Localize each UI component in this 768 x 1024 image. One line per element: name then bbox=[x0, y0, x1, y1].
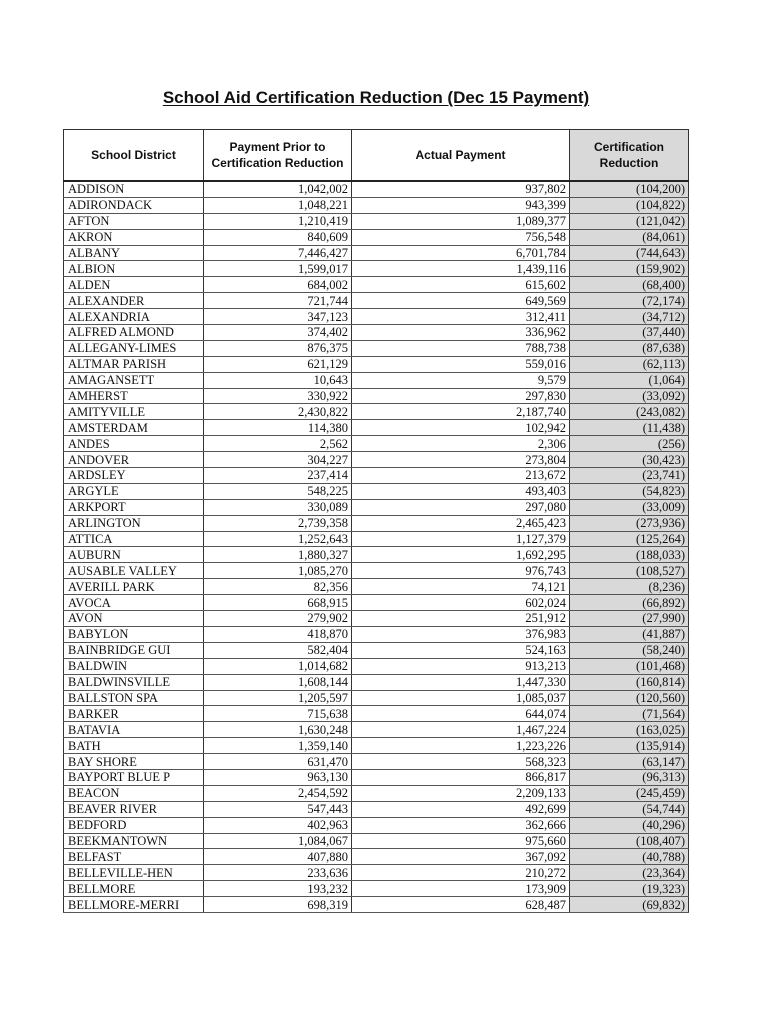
certification-reduction-cell: (120,560) bbox=[570, 690, 689, 706]
table-row bbox=[64, 817, 689, 833]
district-name-cell: ALFRED ALMOND bbox=[64, 325, 204, 341]
table-row bbox=[64, 483, 689, 499]
certification-reduction-cell: (71,564) bbox=[570, 706, 689, 722]
certification-reduction-cell: (23,741) bbox=[570, 468, 689, 484]
payment-prior-cell: 963,130 bbox=[204, 769, 352, 785]
certification-reduction-cell: (19,323) bbox=[570, 881, 689, 897]
actual-payment-cell: 297,080 bbox=[352, 499, 570, 515]
district-name-cell: BAINBRIDGE GUI bbox=[64, 642, 204, 658]
actual-payment-cell: 376,983 bbox=[352, 626, 570, 642]
district-name-cell: ANDOVER bbox=[64, 452, 204, 468]
actual-payment-cell: 251,912 bbox=[352, 611, 570, 627]
district-name-cell: ARKPORT bbox=[64, 499, 204, 515]
certification-reduction-cell: (40,788) bbox=[570, 849, 689, 865]
district-name-cell: ADIRONDACK bbox=[64, 197, 204, 213]
payment-prior-cell: 2,739,358 bbox=[204, 515, 352, 531]
certification-reduction-cell: (159,902) bbox=[570, 261, 689, 277]
certification-reduction-cell: (160,814) bbox=[570, 674, 689, 690]
payment-prior-cell: 304,227 bbox=[204, 452, 352, 468]
table-row bbox=[64, 897, 689, 913]
actual-payment-cell: 492,699 bbox=[352, 801, 570, 817]
actual-payment-cell: 524,163 bbox=[352, 642, 570, 658]
actual-payment-cell: 362,666 bbox=[352, 817, 570, 833]
certification-reduction-cell: (96,313) bbox=[570, 769, 689, 785]
table-row bbox=[64, 611, 689, 627]
certification-reduction-cell: (1,064) bbox=[570, 372, 689, 388]
district-name-cell: AKRON bbox=[64, 229, 204, 245]
certification-reduction-cell: (41,887) bbox=[570, 626, 689, 642]
header-certification-reduction: Certification Reduction bbox=[570, 130, 689, 182]
table-row bbox=[64, 531, 689, 547]
table-row bbox=[64, 658, 689, 674]
certification-reduction-cell: (245,459) bbox=[570, 785, 689, 801]
district-name-cell: ARDSLEY bbox=[64, 468, 204, 484]
actual-payment-cell: 213,672 bbox=[352, 468, 570, 484]
payment-prior-cell: 1,084,067 bbox=[204, 833, 352, 849]
payment-prior-cell: 547,443 bbox=[204, 801, 352, 817]
actual-payment-cell: 1,692,295 bbox=[352, 547, 570, 563]
payment-prior-cell: 668,915 bbox=[204, 595, 352, 611]
payment-prior-cell: 1,880,327 bbox=[204, 547, 352, 563]
district-name-cell: BALDWIN bbox=[64, 658, 204, 674]
table-row bbox=[64, 769, 689, 785]
actual-payment-cell: 210,272 bbox=[352, 865, 570, 881]
certification-reduction-cell: (135,914) bbox=[570, 738, 689, 754]
actual-payment-cell: 1,085,037 bbox=[352, 690, 570, 706]
actual-payment-cell: 943,399 bbox=[352, 197, 570, 213]
payment-prior-cell: 1,048,221 bbox=[204, 197, 352, 213]
district-name-cell: ANDES bbox=[64, 436, 204, 452]
header-school-district: School District bbox=[64, 130, 204, 182]
actual-payment-cell: 649,569 bbox=[352, 293, 570, 309]
certification-reduction-cell: (40,296) bbox=[570, 817, 689, 833]
table-row bbox=[64, 420, 689, 436]
payment-prior-cell: 237,414 bbox=[204, 468, 352, 484]
table-row bbox=[64, 388, 689, 404]
actual-payment-cell: 602,024 bbox=[352, 595, 570, 611]
district-name-cell: ALTMAR PARISH bbox=[64, 356, 204, 372]
certification-reduction-cell: (72,174) bbox=[570, 293, 689, 309]
certification-reduction-cell: (33,009) bbox=[570, 499, 689, 515]
actual-payment-cell: 568,323 bbox=[352, 754, 570, 770]
district-name-cell: ATTICA bbox=[64, 531, 204, 547]
table-row bbox=[64, 881, 689, 897]
table-row bbox=[64, 261, 689, 277]
table-row bbox=[64, 849, 689, 865]
actual-payment-cell: 297,830 bbox=[352, 388, 570, 404]
district-name-cell: BATH bbox=[64, 738, 204, 754]
table-row bbox=[64, 595, 689, 611]
certification-reduction-cell: (108,407) bbox=[570, 833, 689, 849]
certification-reduction-cell: (30,423) bbox=[570, 452, 689, 468]
certification-reduction-cell: (101,468) bbox=[570, 658, 689, 674]
table-row bbox=[64, 642, 689, 658]
table-row bbox=[64, 706, 689, 722]
actual-payment-cell: 173,909 bbox=[352, 881, 570, 897]
district-name-cell: BEACON bbox=[64, 785, 204, 801]
district-name-cell: BAY SHORE bbox=[64, 754, 204, 770]
header-actual-payment: Actual Payment bbox=[352, 130, 570, 182]
certification-reduction-cell: (66,892) bbox=[570, 595, 689, 611]
actual-payment-cell: 2,187,740 bbox=[352, 404, 570, 420]
payment-prior-cell: 1,014,682 bbox=[204, 658, 352, 674]
payment-prior-cell: 1,205,597 bbox=[204, 690, 352, 706]
actual-payment-cell: 644,074 bbox=[352, 706, 570, 722]
table-row bbox=[64, 293, 689, 309]
payment-prior-cell: 2,454,592 bbox=[204, 785, 352, 801]
district-name-cell: BELLEVILLE-HEN bbox=[64, 865, 204, 881]
actual-payment-cell: 2,465,423 bbox=[352, 515, 570, 531]
certification-reduction-cell: (87,638) bbox=[570, 340, 689, 356]
payment-prior-cell: 407,880 bbox=[204, 849, 352, 865]
payment-prior-cell: 82,356 bbox=[204, 579, 352, 595]
district-name-cell: AUSABLE VALLEY bbox=[64, 563, 204, 579]
district-name-cell: AVERILL PARK bbox=[64, 579, 204, 595]
certification-reduction-cell: (54,823) bbox=[570, 483, 689, 499]
actual-payment-cell: 1,127,379 bbox=[352, 531, 570, 547]
table-row bbox=[64, 452, 689, 468]
payment-prior-cell: 330,922 bbox=[204, 388, 352, 404]
payment-prior-cell: 7,446,427 bbox=[204, 245, 352, 261]
payment-prior-cell: 1,630,248 bbox=[204, 722, 352, 738]
payment-prior-cell: 330,089 bbox=[204, 499, 352, 515]
table-row bbox=[64, 325, 689, 341]
payment-prior-cell: 347,123 bbox=[204, 309, 352, 325]
table-header-row bbox=[64, 130, 689, 182]
payment-prior-cell: 2,562 bbox=[204, 436, 352, 452]
payment-prior-cell: 582,404 bbox=[204, 642, 352, 658]
certification-reduction-cell: (69,832) bbox=[570, 897, 689, 913]
district-name-cell: ALEXANDER bbox=[64, 293, 204, 309]
table-row bbox=[64, 722, 689, 738]
payment-prior-cell: 1,359,140 bbox=[204, 738, 352, 754]
table-row bbox=[64, 499, 689, 515]
payment-prior-cell: 1,210,419 bbox=[204, 213, 352, 229]
table-row bbox=[64, 309, 689, 325]
payment-prior-cell: 1,608,144 bbox=[204, 674, 352, 690]
certification-reduction-cell: (34,712) bbox=[570, 309, 689, 325]
actual-payment-cell: 788,738 bbox=[352, 340, 570, 356]
district-name-cell: BABYLON bbox=[64, 626, 204, 642]
payment-prior-cell: 10,643 bbox=[204, 372, 352, 388]
table-row bbox=[64, 340, 689, 356]
district-name-cell: AUBURN bbox=[64, 547, 204, 563]
actual-payment-cell: 2,306 bbox=[352, 436, 570, 452]
actual-payment-cell: 913,213 bbox=[352, 658, 570, 674]
table-row bbox=[64, 197, 689, 213]
table-row bbox=[64, 738, 689, 754]
district-name-cell: ARLINGTON bbox=[64, 515, 204, 531]
table-row bbox=[64, 547, 689, 563]
district-name-cell: AMITYVILLE bbox=[64, 404, 204, 420]
certification-reduction-cell: (58,240) bbox=[570, 642, 689, 658]
actual-payment-cell: 976,743 bbox=[352, 563, 570, 579]
certification-reduction-cell: (8,236) bbox=[570, 579, 689, 595]
table-row bbox=[64, 801, 689, 817]
payment-prior-cell: 418,870 bbox=[204, 626, 352, 642]
table-row bbox=[64, 245, 689, 261]
certification-reduction-cell: (84,061) bbox=[570, 229, 689, 245]
payment-prior-cell: 684,002 bbox=[204, 277, 352, 293]
actual-payment-cell: 493,403 bbox=[352, 483, 570, 499]
payment-prior-cell: 233,636 bbox=[204, 865, 352, 881]
certification-reduction-cell: (163,025) bbox=[570, 722, 689, 738]
district-name-cell: BELLMORE-MERRI bbox=[64, 897, 204, 913]
actual-payment-cell: 367,092 bbox=[352, 849, 570, 865]
actual-payment-cell: 1,223,226 bbox=[352, 738, 570, 754]
district-name-cell: ALBION bbox=[64, 261, 204, 277]
payment-prior-cell: 1,042,002 bbox=[204, 181, 352, 197]
district-name-cell: AMAGANSETT bbox=[64, 372, 204, 388]
table-row bbox=[64, 674, 689, 690]
table-row bbox=[64, 404, 689, 420]
certification-reduction-cell: (744,643) bbox=[570, 245, 689, 261]
table-row bbox=[64, 181, 689, 197]
district-name-cell: AFTON bbox=[64, 213, 204, 229]
table-row bbox=[64, 515, 689, 531]
table-row bbox=[64, 785, 689, 801]
payment-prior-cell: 1,599,017 bbox=[204, 261, 352, 277]
certification-reduction-cell: (243,082) bbox=[570, 404, 689, 420]
actual-payment-cell: 628,487 bbox=[352, 897, 570, 913]
payment-prior-cell: 548,225 bbox=[204, 483, 352, 499]
district-name-cell: BAYPORT BLUE P bbox=[64, 769, 204, 785]
table-row bbox=[64, 356, 689, 372]
district-name-cell: BELLMORE bbox=[64, 881, 204, 897]
certification-reduction-cell: (68,400) bbox=[570, 277, 689, 293]
actual-payment-cell: 1,439,116 bbox=[352, 261, 570, 277]
certification-reduction-cell: (108,527) bbox=[570, 563, 689, 579]
district-name-cell: ARGYLE bbox=[64, 483, 204, 499]
payment-prior-cell: 631,470 bbox=[204, 754, 352, 770]
actual-payment-cell: 74,121 bbox=[352, 579, 570, 595]
payment-prior-cell: 374,402 bbox=[204, 325, 352, 341]
actual-payment-cell: 273,804 bbox=[352, 452, 570, 468]
table-row bbox=[64, 833, 689, 849]
district-name-cell: AMHERST bbox=[64, 388, 204, 404]
actual-payment-cell: 975,660 bbox=[352, 833, 570, 849]
certification-reduction-cell: (37,440) bbox=[570, 325, 689, 341]
certification-reduction-cell: (33,092) bbox=[570, 388, 689, 404]
certification-reduction-cell: (11,438) bbox=[570, 420, 689, 436]
certification-reduction-cell: (125,264) bbox=[570, 531, 689, 547]
actual-payment-cell: 1,089,377 bbox=[352, 213, 570, 229]
district-name-cell: BARKER bbox=[64, 706, 204, 722]
table-row bbox=[64, 229, 689, 245]
actual-payment-cell: 336,962 bbox=[352, 325, 570, 341]
certification-reduction-table bbox=[63, 129, 689, 913]
payment-prior-cell: 721,744 bbox=[204, 293, 352, 309]
district-name-cell: ALEXANDRIA bbox=[64, 309, 204, 325]
payment-prior-cell: 402,963 bbox=[204, 817, 352, 833]
table-row bbox=[64, 468, 689, 484]
certification-reduction-cell: (188,033) bbox=[570, 547, 689, 563]
payment-prior-cell: 621,129 bbox=[204, 356, 352, 372]
payment-prior-cell: 114,380 bbox=[204, 420, 352, 436]
actual-payment-cell: 615,602 bbox=[352, 277, 570, 293]
table-row bbox=[64, 436, 689, 452]
district-name-cell: ALDEN bbox=[64, 277, 204, 293]
certification-reduction-cell: (121,042) bbox=[570, 213, 689, 229]
district-name-cell: ALBANY bbox=[64, 245, 204, 261]
actual-payment-cell: 312,411 bbox=[352, 309, 570, 325]
certification-reduction-cell: (27,990) bbox=[570, 611, 689, 627]
table-row bbox=[64, 865, 689, 881]
district-name-cell: BATAVIA bbox=[64, 722, 204, 738]
certification-reduction-cell: (62,113) bbox=[570, 356, 689, 372]
actual-payment-cell: 559,016 bbox=[352, 356, 570, 372]
certification-reduction-cell: (23,364) bbox=[570, 865, 689, 881]
district-name-cell: BELFAST bbox=[64, 849, 204, 865]
actual-payment-cell: 937,802 bbox=[352, 181, 570, 197]
table-row bbox=[64, 213, 689, 229]
actual-payment-cell: 6,701,784 bbox=[352, 245, 570, 261]
district-name-cell: ALLEGANY-LIMES bbox=[64, 340, 204, 356]
payment-prior-cell: 1,085,270 bbox=[204, 563, 352, 579]
certification-reduction-cell: (273,936) bbox=[570, 515, 689, 531]
table-row bbox=[64, 754, 689, 770]
table-row bbox=[64, 690, 689, 706]
district-name-cell: AVOCA bbox=[64, 595, 204, 611]
table-row bbox=[64, 277, 689, 293]
district-name-cell: BEEKMANTOWN bbox=[64, 833, 204, 849]
payment-prior-cell: 1,252,643 bbox=[204, 531, 352, 547]
payment-prior-cell: 279,902 bbox=[204, 611, 352, 627]
table-row bbox=[64, 626, 689, 642]
table-row bbox=[64, 372, 689, 388]
actual-payment-cell: 1,467,224 bbox=[352, 722, 570, 738]
district-name-cell: AMSTERDAM bbox=[64, 420, 204, 436]
actual-payment-cell: 102,942 bbox=[352, 420, 570, 436]
district-name-cell: BEDFORD bbox=[64, 817, 204, 833]
actual-payment-cell: 2,209,133 bbox=[352, 785, 570, 801]
table-row bbox=[64, 579, 689, 595]
actual-payment-cell: 866,817 bbox=[352, 769, 570, 785]
district-name-cell: ADDISON bbox=[64, 181, 204, 197]
table-row bbox=[64, 563, 689, 579]
certification-reduction-cell: (104,822) bbox=[570, 197, 689, 213]
district-name-cell: BALLSTON SPA bbox=[64, 690, 204, 706]
payment-prior-cell: 715,638 bbox=[204, 706, 352, 722]
certification-reduction-cell: (104,200) bbox=[570, 181, 689, 197]
actual-payment-cell: 9,579 bbox=[352, 372, 570, 388]
certification-reduction-cell: (256) bbox=[570, 436, 689, 452]
payment-prior-cell: 193,232 bbox=[204, 881, 352, 897]
district-name-cell: AVON bbox=[64, 611, 204, 627]
payment-prior-cell: 840,609 bbox=[204, 229, 352, 245]
district-name-cell: BALDWINSVILLE bbox=[64, 674, 204, 690]
payment-prior-cell: 2,430,822 bbox=[204, 404, 352, 420]
table-body bbox=[64, 181, 689, 912]
actual-payment-cell: 1,447,330 bbox=[352, 674, 570, 690]
certification-reduction-cell: (54,744) bbox=[570, 801, 689, 817]
payment-prior-cell: 698,319 bbox=[204, 897, 352, 913]
payment-prior-cell: 876,375 bbox=[204, 340, 352, 356]
header-payment-prior: Payment Prior to Certification Reduction bbox=[204, 130, 352, 182]
document-title: School Aid Certification Reduction (Dec 15 Payment) bbox=[162, 88, 590, 107]
district-name-cell: BEAVER RIVER bbox=[64, 801, 204, 817]
actual-payment-cell: 756,548 bbox=[352, 229, 570, 245]
certification-reduction-cell: (63,147) bbox=[570, 754, 689, 770]
